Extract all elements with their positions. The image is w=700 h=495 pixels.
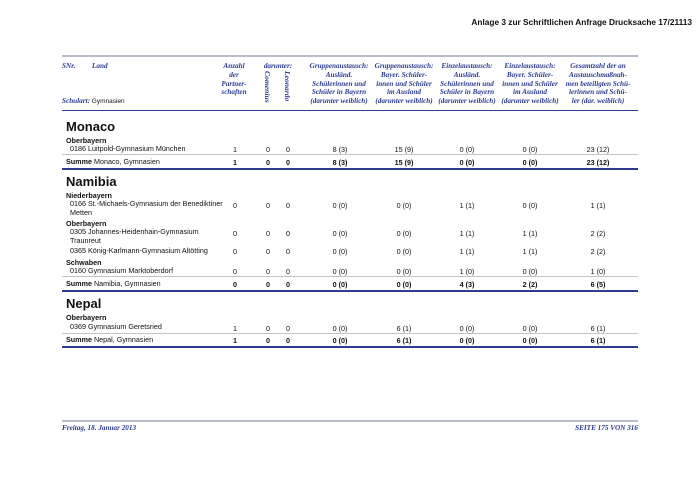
schulart-value: Gymnasien xyxy=(91,98,125,105)
header-line: Bayer. Schüler- xyxy=(506,70,554,79)
summary-name xyxy=(66,158,221,167)
cell-grp-ausl: 0 (0) xyxy=(332,324,348,333)
cell-total: 6 (1) xyxy=(590,336,606,345)
region-heading: Schwaben xyxy=(66,258,102,267)
header-line: men beteiligten Schü- xyxy=(565,79,631,88)
header-line: lerinnen und Schü- xyxy=(569,88,627,97)
cell-einz-ausl: 4 (3) xyxy=(459,280,475,289)
cell-einz-bayer: 0 (0) xyxy=(522,145,538,154)
section-separator xyxy=(62,290,638,292)
header-bottom-rule xyxy=(62,110,638,111)
cell-einz-bayer: 0 (0) xyxy=(522,336,538,345)
cell-anzahl: 0 xyxy=(233,267,237,276)
header-line: im Ausland xyxy=(387,88,421,97)
header-land: Land xyxy=(92,62,108,70)
country-heading: Monaco xyxy=(66,119,116,134)
region-heading: Niederbayern xyxy=(66,191,112,200)
cell-leonardo: 0 xyxy=(286,267,290,276)
header-line: Ausländ. xyxy=(453,70,481,79)
cell-grp-ausl: 0 (0) xyxy=(332,336,348,345)
cell-grp-ausl: 0 (0) xyxy=(332,229,348,238)
cell-anzahl: 0 xyxy=(233,247,237,256)
header-line: ler (dar. weiblich) xyxy=(571,97,625,106)
summary-name xyxy=(66,280,221,289)
cell-comenius: 0 xyxy=(266,247,270,256)
cell-einz-ausl: 1 (0) xyxy=(459,267,475,276)
header-grp-bayer xyxy=(372,62,436,106)
header-line: Schülerinnen und xyxy=(312,79,366,88)
header-line: Schüler in Bayern xyxy=(439,88,495,97)
row-separator xyxy=(62,276,638,277)
header-line: Schüler in Bayern xyxy=(311,88,367,97)
country-heading: Namibia xyxy=(66,174,117,189)
cell-grp-bayer: 6 (1) xyxy=(396,324,412,333)
cell-einz-ausl: 1 (1) xyxy=(459,229,475,238)
row-separator xyxy=(62,333,638,334)
cell-grp-ausl: 0 (0) xyxy=(332,280,348,289)
header-line: Bayer. Schüler- xyxy=(380,70,428,79)
header-anzahl-line: schaften xyxy=(221,88,247,97)
cell-total: 23 (12) xyxy=(586,158,610,167)
cell-einz-ausl: 0 (0) xyxy=(459,336,475,345)
header-line: im Ausland xyxy=(513,88,547,97)
cell-grp-bayer: 0 (0) xyxy=(396,280,412,289)
cell-grp-ausl: 0 (0) xyxy=(332,267,348,276)
cell-grp-ausl: 0 (0) xyxy=(332,247,348,256)
cell-comenius: 0 xyxy=(266,280,270,289)
cell-total: 1 (0) xyxy=(590,267,606,276)
school-name: 0369 Gymnasium Geretsried xyxy=(70,322,162,331)
region-heading: Oberbayern xyxy=(66,136,107,145)
cell-einz-ausl: 0 (0) xyxy=(459,145,475,154)
cell-grp-bayer: 0 (0) xyxy=(396,201,412,210)
header-grp-ausl xyxy=(306,62,372,106)
cell-grp-ausl: 0 (0) xyxy=(332,201,348,210)
header-line: Gruppenaustausch: xyxy=(374,62,434,70)
cell-grp-bayer: 0 (0) xyxy=(396,267,412,276)
cell-grp-ausl: 8 (3) xyxy=(332,145,348,154)
cell-einz-bayer: 0 (0) xyxy=(522,267,538,276)
summary-name xyxy=(66,336,221,345)
region-heading: Oberbayern xyxy=(66,313,107,322)
header-anzahl-line: Anzahl xyxy=(223,62,245,70)
header-line: innen und Schüler xyxy=(502,79,558,88)
cell-anzahl: 1 xyxy=(233,158,237,167)
header-darunter: darunter: xyxy=(263,62,293,70)
cell-anzahl: 1 xyxy=(233,324,237,333)
school-name: 0160 Gymnasium Marktoberdorf xyxy=(70,266,174,275)
cell-grp-bayer: 15 (9) xyxy=(394,145,414,154)
header-line: Einzelaustausch: xyxy=(441,62,493,70)
cell-comenius: 0 xyxy=(266,201,270,210)
cell-anzahl: 1 xyxy=(233,336,237,345)
region-heading: Oberbayern xyxy=(66,219,107,228)
header-line: (darunter weiblich) xyxy=(310,97,368,106)
header-line: Gruppenaustausch: xyxy=(309,62,369,70)
cell-einz-bayer: 1 (1) xyxy=(522,247,538,256)
cell-comenius: 0 xyxy=(266,324,270,333)
summary-value: Nepal, Gymnasien xyxy=(93,335,154,344)
schulart-label: Schulart: xyxy=(62,97,90,105)
header-line: Ausländ. xyxy=(325,70,353,79)
row-separator xyxy=(62,154,638,155)
cell-einz-bayer: 0 (0) xyxy=(522,201,538,210)
header-einz-ausl xyxy=(436,62,498,106)
footer-date: Freitag, 18. Januar 2013 xyxy=(62,424,137,432)
summary-value: Namibia, Gymnasien xyxy=(93,279,161,288)
footer-page-number: SEITE 175 VON 316 xyxy=(575,424,638,432)
cell-comenius: 0 xyxy=(266,229,270,238)
cell-leonardo: 0 xyxy=(286,145,290,154)
cell-comenius: 0 xyxy=(266,145,270,154)
header-line: Gesamtzahl der an xyxy=(570,62,626,70)
cell-leonardo: 0 xyxy=(286,229,290,238)
cell-einz-ausl: 1 (1) xyxy=(459,201,475,210)
cell-leonardo: 0 xyxy=(286,247,290,256)
header-snr: SNr. xyxy=(62,62,76,70)
cell-grp-bayer: 6 (1) xyxy=(396,336,412,345)
document-reference: Anlage 3 zur Schriftlichen Anfrage Drucksache 17/21113 xyxy=(471,17,692,27)
cell-comenius: 0 xyxy=(266,158,270,167)
schulart-line xyxy=(62,97,125,105)
cell-einz-bayer: 0 (0) xyxy=(522,324,538,333)
header-line: innen und Schüler xyxy=(376,79,432,88)
cell-leonardo: 0 xyxy=(286,324,290,333)
cell-grp-bayer: 0 (0) xyxy=(396,229,412,238)
school-name: 0365 König-Karlmann-Gymnasium Altötting xyxy=(70,246,208,255)
cell-comenius: 0 xyxy=(266,267,270,276)
cell-leonardo: 0 xyxy=(286,280,290,289)
school-name: 0166 St.-Michaels-Gymnasium der Benediktiner Metten xyxy=(70,199,223,217)
cell-total: 23 (12) xyxy=(586,145,610,154)
cell-anzahl: 0 xyxy=(233,229,237,238)
summary-value: Monaco, Gymnasien xyxy=(93,157,160,166)
cell-einz-bayer: 1 (1) xyxy=(522,229,538,238)
header-line: Schülerinnen und xyxy=(440,79,494,88)
cell-comenius: 0 xyxy=(266,336,270,345)
cell-leonardo: 0 xyxy=(286,336,290,345)
cell-einz-ausl: 0 (0) xyxy=(459,158,475,167)
cell-anzahl: 1 xyxy=(233,145,237,154)
cell-einz-bayer: 0 (0) xyxy=(522,158,538,167)
summary-label: Summe xyxy=(66,279,92,288)
country-heading: Nepal xyxy=(66,296,102,311)
header-anzahl xyxy=(214,62,254,97)
cell-grp-bayer: 15 (9) xyxy=(394,158,414,167)
header-line: Einzelaustausch: xyxy=(504,62,556,70)
cell-leonardo: 0 xyxy=(286,158,290,167)
cell-einz-ausl: 0 (0) xyxy=(459,324,475,333)
cell-total: 2 (2) xyxy=(590,229,606,238)
header-einz-bayer xyxy=(498,62,562,106)
header-anzahl-line: der xyxy=(229,70,239,79)
header-comenius: Comenius xyxy=(263,71,272,103)
cell-einz-ausl: 1 (1) xyxy=(459,247,475,256)
cell-total: 1 (1) xyxy=(590,201,606,210)
cell-grp-bayer: 0 (0) xyxy=(396,247,412,256)
section-separator xyxy=(62,168,638,170)
cell-einz-bayer: 2 (2) xyxy=(522,280,538,289)
cell-grp-ausl: 8 (3) xyxy=(332,158,348,167)
school-name: 0305 Johannes-Heidenhain-Gymnasium Traunreut xyxy=(70,227,199,245)
cell-total: 2 (2) xyxy=(590,247,606,256)
header-line: (darunter weiblich) xyxy=(438,97,496,106)
footer-rule xyxy=(62,420,638,422)
header-top-rule xyxy=(62,55,638,57)
cell-total: 6 (5) xyxy=(590,280,606,289)
header-line: (darunter weiblich) xyxy=(375,97,433,106)
school-name: 0186 Luitpold-Gymnasium München xyxy=(70,144,186,153)
section-separator xyxy=(62,346,638,348)
cell-anzahl: 0 xyxy=(233,201,237,210)
header-gesamt xyxy=(562,62,634,106)
cell-anzahl: 0 xyxy=(233,280,237,289)
cell-leonardo: 0 xyxy=(286,201,290,210)
header-leonardo: Leonardo xyxy=(283,71,292,102)
header-line: (darunter weiblich) xyxy=(501,97,559,106)
cell-total: 6 (1) xyxy=(590,324,606,333)
header-anzahl-line: Partner- xyxy=(221,79,247,88)
summary-label: Summe xyxy=(66,335,92,344)
header-line: Austauschmaßnah- xyxy=(569,70,627,79)
summary-label: Summe xyxy=(66,157,92,166)
